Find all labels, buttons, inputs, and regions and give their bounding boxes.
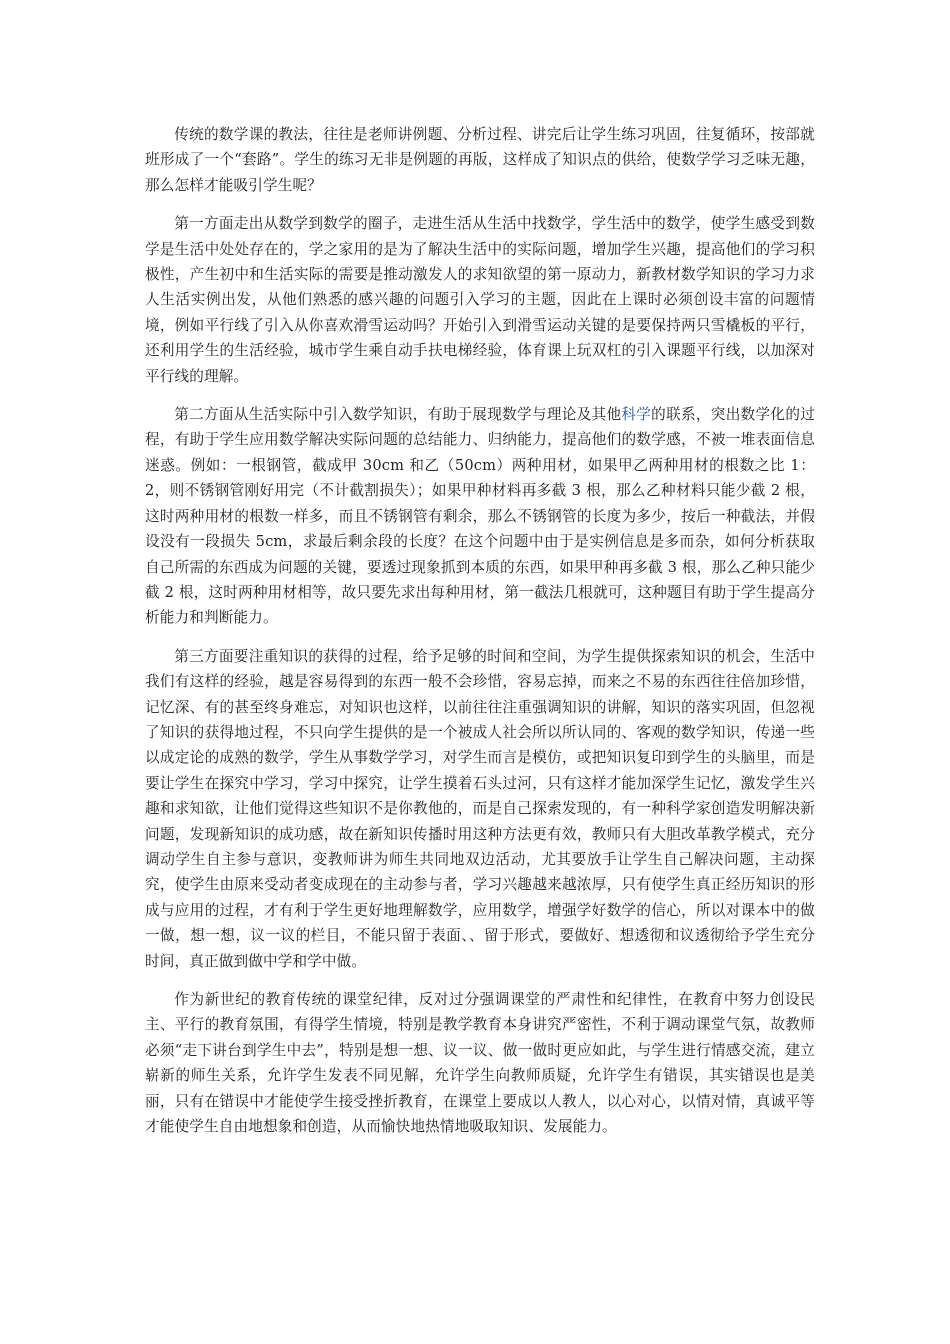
science-link[interactable]: 科学 — [621, 406, 652, 424]
paragraph-1: 传统的数学课的教法，往往是老师讲例题、分析过程、讲完后让学生练习巩固，往复循环，按部就班形成了一个“套路”。学生的练习无非是例题的再版，这样成了知识点的供给，使数学学习乏味无趣，那么怎样才能吸引学生呢？ — [145, 126, 815, 194]
paragraph-5: 作为新世纪的教育传统的课堂纪律，反对过分强调课堂的严肃性和纪律性，在教育中努力创设民主、平行的教育氛围，有得学生情境，特别是教学教育本身讲究严密性，不利于调动课堂气氛，故教师必须“走下讲台到学生中去”，特别是想一想、议一议、做一做时更应如此，与学生进行情感交流，建立崭新的师生关系，允许学生发表不同见解，允许学生向教师质疑，允许学生有错误，其实错误也是美丽，只有在错误中才能使学生接受挫折教育，在课堂上要成以人教人，以心对心，以情对情，真诚平等才能使学生自由地想象和创造，从而愉快地热情地吸取知识、发展能力。 — [145, 991, 815, 1136]
paragraph-4: 第三方面要注重知识的获得的过程，给予足够的时间和空间，为学生提供探索知识的机会，生活中我们有这样的经验，越是容易得到的东西一般不会珍惜，容易忘掉，而来之不易的东西往往倍加珍惜，记忆深、有的甚至终身难忘，对知识也这样，以前往往注重强调知识的讲解，知识的落实巩固，但忽视了知识的获得地过程，不只向学生提供的是一个被成人社会所以所认同的、客观的数学知识，传递一些以成定论的成熟的数学，学生从事数学学习，对学生而言是模仿，或把知识复印到学生的头脑里，而是要让学生在探究中学习，学习中探究，让学生摸着石头过河，只有这样才能加深学生记忆，激发学生兴趣和求知欲，让他们觉得这些知识不是你教他的，而是自己探索发现的，有一种科学家创造发明解决新问题，发现新知识的成功感，故在新知识传播时用这种方法更有效，教师只有大胆改革教学模式，充分调动学生自主参与意识，变教师讲为师生共同地双边活动，尤其要放手让学生自己解决问题，主动探究，使学生由原来受动者变成现在的主动参与者，学习兴趣越来越浓厚，只有使学生真正经历知识的形成与应用的过程，才有利于学生更好地理解数学，应用数学，增强学好数学的信心，所以对课本中的做一做，想一想，议一议的栏目，不能只留于表面、、留于形式，要做好、想透彻和议透彻给予学生充分时间，真正做到做中学和学中做。 — [145, 647, 815, 970]
document-body — [145, 122, 815, 1152]
paragraph-3-text-before: 第二方面从生活实际中引入数学知识，有助于展现数学与理论及其他 — [174, 406, 622, 424]
paragraph-3 — [145, 402, 815, 631]
paragraph-2: 第一方面走出从数学到数学的圈子，走进生活从生活中找数学，学生活中的数学，使学生感受到数学是生活中处处存在的，学之家用的是为了解决生活中的实际问题，增加学生兴趣，提高他们的学习积极性，产生初中和生活实际的需要是推动激发人的求知欲望的第一原动力，新教材数学知识的学习力求人生活实例出发，从他们熟悉的感兴趣的问题引入学习的主题，因此在上课时必须创设丰富的问题情境，例如平行线了引入从你喜欢滑雪运动吗？开始引入到滑雪运动关键的是要保持两只雪橇板的平行，还利用学生的生活经验，城市学生乘自动手扶电梯经验，体育课上玩双杠的引入课题平行线，以加深对平行线的理解。 — [145, 215, 815, 385]
paragraph-3-text-after: 的联系，突出数学化的过程，有助于学生应用数学解决实际问题的总结能力、归纳能力，提高他们的数学感，不被一堆表面信息迷惑。例如：一根钢管，截成甲 30cm 和乙（50cm）两种用材，如果甲乙两种用材的根数之比 1：2，则不锈钢管刚好用完（不计截割损失）；如果甲种材料再多截 3 根，那么乙种材料只能少截 2 根，这时两种用材的根数一样多，而且不锈钢管有剩余，那么不锈钢管的长度为多少，按后一种截法，并假设没有一段损失 5cm，求最后剩余段的长度？在这个问题中由于是实例信息是多而杂，如何分析获取自己所需的东西成为问题的关键，要透过现象抓到本质的东西，如果甲种再多截 3 根，那么乙种只能少截 2 根，这时两种用材相等，故只要先求出每种用材，第一截法几根就可，这种题目有助于学生提高分析能力和判断能力。 — [145, 406, 815, 627]
